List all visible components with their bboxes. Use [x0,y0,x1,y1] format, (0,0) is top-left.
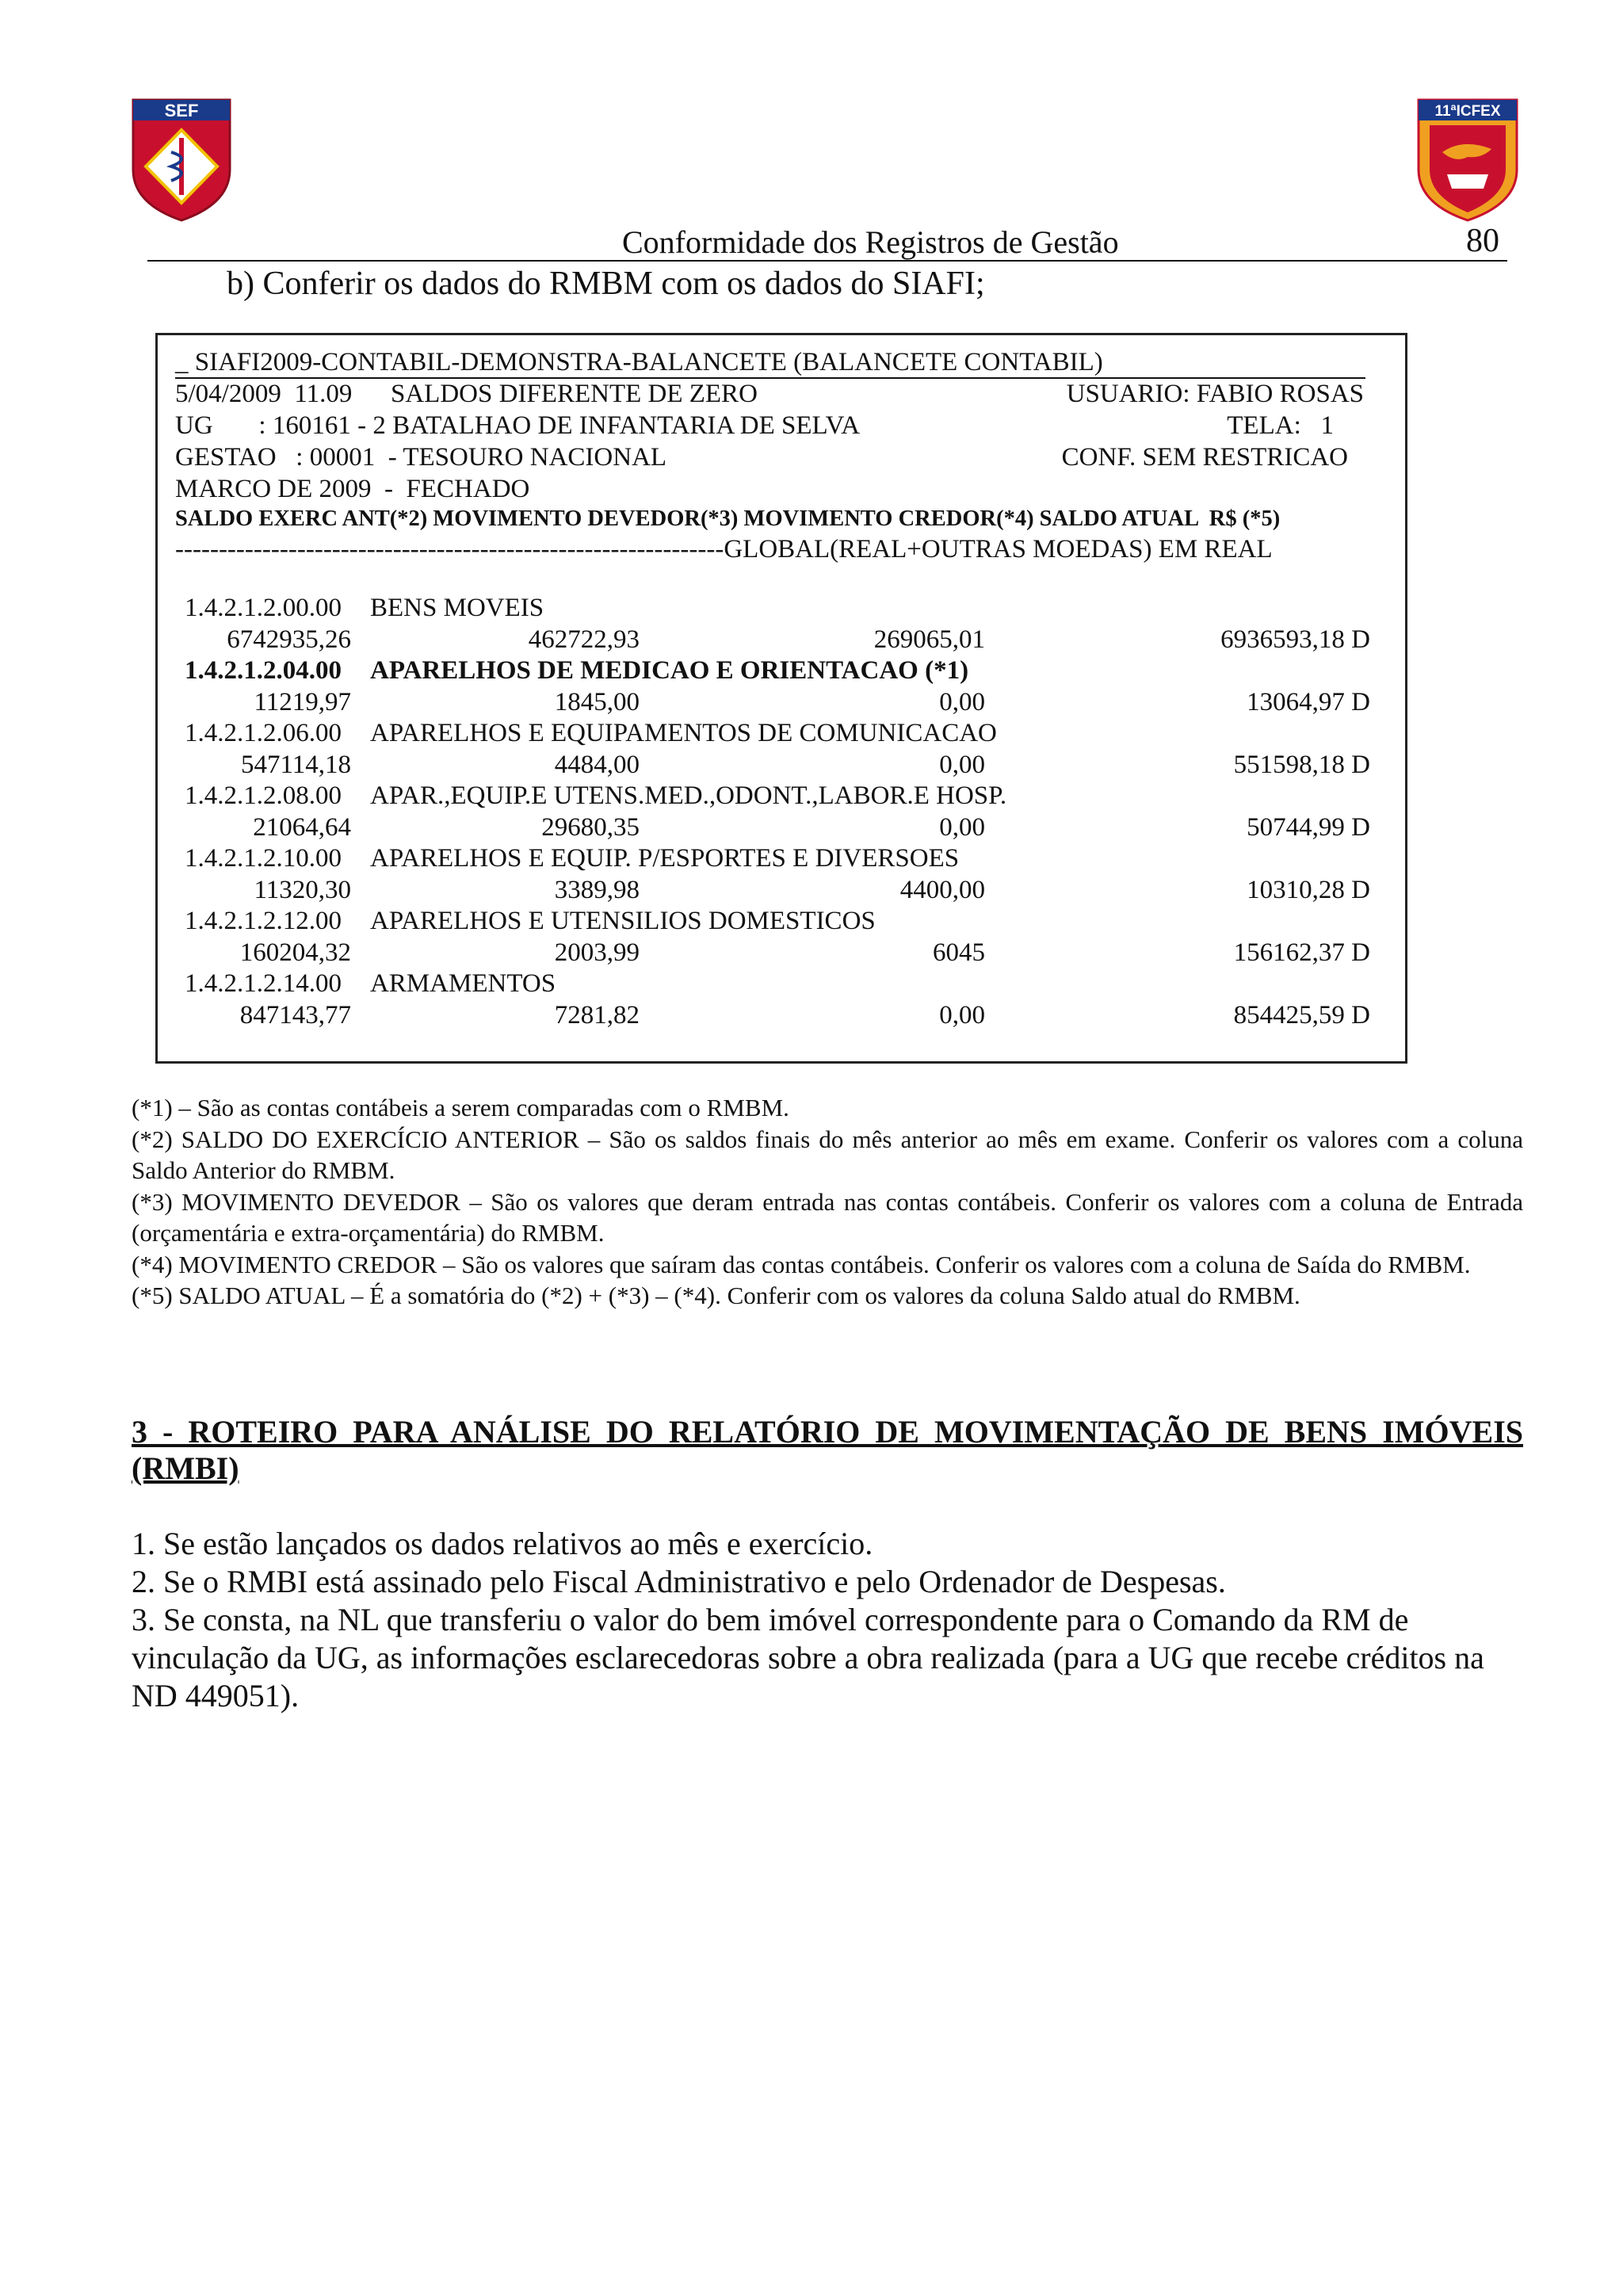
account-name: APARELHOS E UTENSILIOS DOMESTICOS [370,907,876,935]
account-code: 1.4.2.1.2.10.00 [185,844,342,873]
account-name: APAR.,EQUIP.E UTENS.MED.,ODONT.,LABOR.E HOSP. [370,781,1007,810]
saldo-atual-value: 13064,97 D [1247,688,1370,716]
note-4: (*4) MOVIMENTO CREDOR – São os valores que saíram das contas contábeis. Conferir os valores com a coluna de Saída do RMBM. [132,1250,1471,1278]
movimento-credor-value: 269065,01 [873,625,985,654]
account-name: ARMAMENTOS [370,969,556,998]
saldo-atual-value: 156162,37 D [1233,938,1370,967]
account-code: 1.4.2.1.2.12.00 [185,907,342,935]
header-rule [147,260,1507,262]
saldo-atual-value: 551598,18 D [1233,751,1370,779]
icfex-logo-text: 11ªICFEX [1434,103,1501,120]
movimento-credor-value: 0,00 [939,688,985,716]
note-5: (*5) SALDO ATUAL – É a somatória do (*2) + (*3) – (*4). Conferir com os valores da coluna Saldo atual do RMBM. [132,1282,1300,1309]
note-2: (*2) SALDO DO EXERCÍCIO ANTERIOR – São os saldos finais do mês anterior ao mês em exame. Conferir os valores com a coluna Saldo Anterior do RMBM. [132,1125,1523,1184]
screen-period: MARCO DE 2009 - FECHADO [175,475,530,503]
note-3: (*3) MOVIMENTO DEVEDOR – São os valores que deram entrada nas contas contábeis. Conferir os valores com a coluna de Entrada (orçamentária e extra-orçamentária) do RMBM. [132,1187,1523,1247]
movimento-devedor-value: 4484,00 [554,751,640,779]
saldo-atual-value: 10310,28 D [1247,876,1370,904]
movimento-devedor-value: 29680,35 [541,813,640,842]
movimento-devedor-value: 462722,93 [528,625,640,654]
screen-global-line: ---------------------------------------------------------------GLOBAL(REAL+OUTRAS MOEDAS) EM REAL [175,535,1273,563]
icfex-logo [1415,97,1520,223]
section-steps [132,1525,1523,1715]
screen-usuario: USUARIO: FABIO ROSAS [1066,380,1364,408]
saldo-anterior-value: 547114,18 [240,751,351,779]
screen-gestao: GESTAO : 00001 - TESOURO NACIONAL [175,443,667,472]
saldo-anterior-value: 21064,64 [253,813,351,842]
movimento-devedor-value: 3389,98 [554,876,640,904]
page-number: 80 [1466,223,1499,259]
movimento-credor-value: 0,00 [939,751,985,779]
account-name: APARELHOS DE MEDICAO E ORIENTACAO (*1) [370,656,969,685]
movimento-credor-value: 6045 [933,938,985,967]
saldo-atual-value: 50744,99 D [1247,813,1370,842]
running-header-title: Conformidade dos Registros de Gestão [622,224,1119,260]
screen-title: _ SIAFI2009-CONTABIL-DEMONSTRA-BALANCETE (BALANCETE CONTABIL) [175,350,1365,379]
step-3: 3. Se consta, na NL que transferiu o valor do bem imóvel correspondente para o Comando da RM de vinculação da UG, as informações esclarecedoras sobre a obra realizada (para a UG que recebe créditos na ND 449051). [132,1602,1484,1713]
screen-columns-header: SALDO EXERC ANT(*2) MOVIMENTO DEVEDOR(*3) MOVIMENTO CREDOR(*4) SALDO ATUAL R$ (*5) [175,506,1281,531]
subheading: b) Conferir os dados do RMBM com os dados do SIAFI; [227,266,985,302]
account-code: 1.4.2.1.2.14.00 [185,969,342,998]
footnotes [132,1092,1523,1312]
saldo-anterior-value: 11320,30 [254,876,351,904]
saldo-atual-value: 6936593,18 D [1220,625,1370,654]
siafi-screen-box [155,333,1407,1064]
saldo-anterior-value: 847143,77 [239,1001,351,1030]
sef-logo-text: SEF [164,101,199,120]
account-code: 1.4.2.1.2.08.00 [185,781,342,810]
movimento-credor-value: 0,00 [939,1001,985,1030]
screen-conf: CONF. SEM RESTRICAO [1061,443,1348,472]
screen-filter: SALDOS DIFERENTE DE ZERO [391,380,758,408]
account-name: APARELHOS E EQUIPAMENTOS DE COMUNICACAO [370,719,997,747]
step-2: 2. Se o RMBI está assinado pelo Fiscal Administrativo e pelo Ordenador de Despesas. [132,1564,1226,1599]
screen-ug: UG : 160161 - 2 BATALHAO DE INFANTARIA DE SELVA [175,411,861,440]
account-name: BENS MOVEIS [370,594,544,622]
screen-date-time: 5/04/2009 11.09 [175,380,353,408]
saldo-atual-value: 854425,59 D [1233,1001,1370,1030]
saldo-anterior-value: 160204,32 [239,938,351,967]
section-title: 3 - ROTEIRO PARA ANÁLISE DO RELATÓRIO DE MOVIMENTAÇÃO DE BENS IMÓVEIS (RMBI) [132,1414,1523,1486]
account-code: 1.4.2.1.2.00.00 [185,594,342,622]
movimento-devedor-value: 2003,99 [554,938,640,967]
screen-tela: TELA: 1 [1227,411,1334,440]
saldo-anterior-value: 11219,97 [254,688,351,716]
saldo-anterior-value: 6742935,26 [227,625,351,654]
movimento-devedor-value: 1845,00 [554,688,640,716]
account-code: 1.4.2.1.2.06.00 [185,719,342,747]
account-name: APARELHOS E EQUIP. P/ESPORTES E DIVERSOES [370,844,960,873]
sef-logo [130,97,233,223]
movimento-credor-value: 4400,00 [899,876,985,904]
account-code: 1.4.2.1.2.04.00 [185,656,342,685]
note-1: (*1) – São as contas contábeis a serem comparadas com o RMBM. [132,1094,789,1121]
step-1: 1. Se estão lançados os dados relativos ao mês e exercício. [132,1526,873,1561]
movimento-devedor-value: 7281,82 [554,1001,640,1030]
movimento-credor-value: 0,00 [939,813,985,842]
